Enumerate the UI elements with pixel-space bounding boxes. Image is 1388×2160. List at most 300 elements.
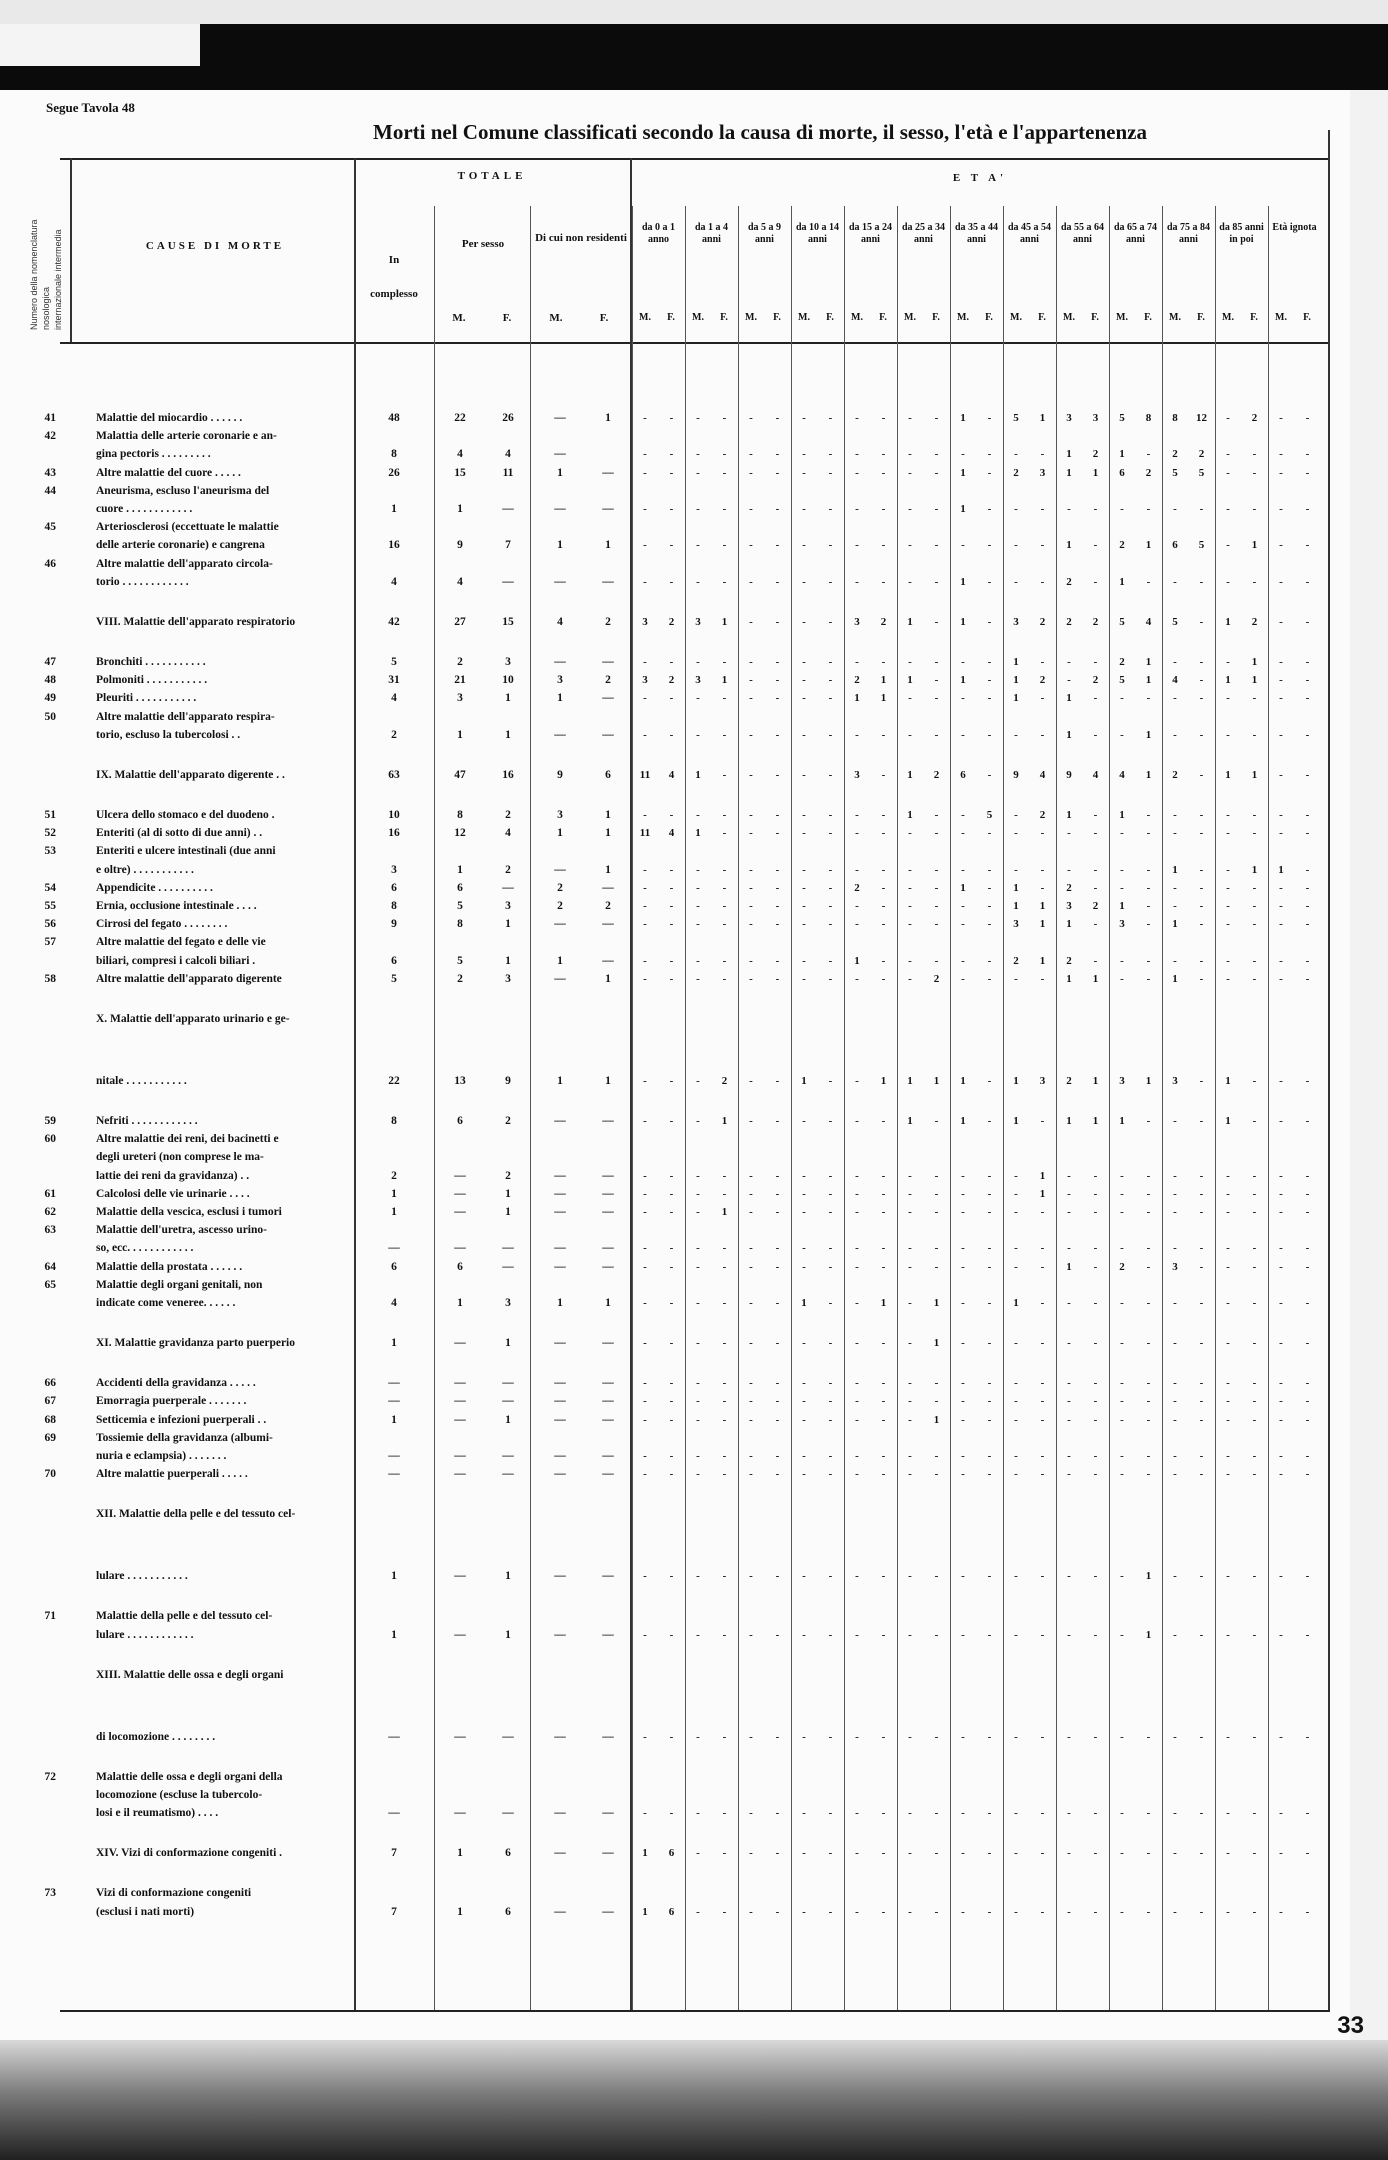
age-cell: -: [643, 881, 647, 894]
age-cell: -: [749, 1075, 753, 1087]
male-value: —: [454, 1206, 466, 1218]
table-row: [0, 1393, 1350, 1409]
age-cell: 5: [1119, 674, 1125, 687]
age-cell: -: [802, 1628, 806, 1641]
age-cell: -: [1226, 863, 1230, 876]
row-number: 72: [44, 1770, 56, 1783]
table-row: [0, 843, 1350, 859]
total-value: 9: [391, 918, 397, 931]
age-cell: -: [881, 954, 886, 967]
age-cell: -: [696, 1260, 700, 1273]
age-cell: -: [1040, 692, 1045, 705]
age-cell: -: [775, 539, 780, 552]
age-cell: -: [1040, 1413, 1045, 1426]
total-value: 1: [391, 1206, 397, 1218]
age-cell: -: [1305, 863, 1310, 876]
age-cell: 3: [1066, 412, 1072, 424]
age-cell: -: [855, 1468, 859, 1481]
table-row: [0, 1335, 1350, 1351]
age-cell: -: [855, 1377, 859, 1390]
age-cell: -: [722, 1468, 727, 1481]
age-cell: -: [802, 503, 806, 515]
age-cell: -: [1093, 1260, 1098, 1273]
age-cell: 1: [1251, 674, 1258, 687]
age-cell: -: [643, 1377, 647, 1390]
sesso-m-label: M.: [452, 312, 466, 324]
age-cell: -: [987, 972, 992, 985]
nonres-female-value: 2: [605, 616, 611, 628]
age-cell: -: [1146, 1413, 1151, 1426]
total-value: —: [388, 1468, 400, 1481]
age-cell: 2: [1092, 616, 1099, 628]
age-cell: -: [828, 692, 833, 705]
age-cell: -: [1305, 412, 1310, 424]
cause-label: gina pectoris . . . . . . . . .: [96, 448, 211, 461]
cause-label: VIII. Malattie dell'apparato respiratorio: [96, 616, 296, 628]
age-cell: -: [881, 1395, 886, 1408]
age-sex-label: M.: [957, 312, 969, 323]
age-cell: -: [1093, 656, 1098, 668]
age-cell: -: [1120, 1395, 1124, 1408]
age-cell: -: [643, 1115, 647, 1127]
age-cell: -: [696, 1807, 700, 1820]
row-number: 52: [44, 827, 56, 840]
age-cell: 1: [907, 809, 913, 821]
age-cell: -: [643, 1468, 647, 1481]
age-cell: -: [961, 1807, 965, 1820]
age-cell: -: [1173, 1628, 1177, 1641]
nonres-male-value: 1: [557, 954, 563, 967]
age-cell: -: [669, 656, 674, 668]
age-cell: 1: [960, 575, 966, 588]
total-value: 6: [391, 954, 397, 967]
age-cell: -: [1146, 918, 1151, 931]
female-value: —: [502, 881, 514, 894]
age-cell: -: [1040, 1730, 1045, 1743]
age-cell: -: [881, 466, 886, 479]
cause-label: Ernia, occlusione intestinale . . . .: [96, 900, 257, 912]
age-cell: 1: [1145, 769, 1152, 781]
age-cell: -: [1252, 881, 1257, 894]
age-cell: -: [643, 863, 647, 876]
age-cell: 1: [960, 616, 966, 628]
age-cell: -: [1279, 954, 1283, 967]
cause-label: Altre malattie dell'apparato respira-: [96, 710, 275, 723]
sesso-f-label: F.: [502, 312, 512, 324]
age-cell: -: [1173, 1905, 1177, 1918]
nonres-male-value: —: [554, 448, 566, 461]
nonres-male-value: 1: [557, 1075, 563, 1087]
age-cell: -: [749, 412, 753, 424]
age-cell: -: [855, 1115, 859, 1127]
age-sex-label: M.: [1010, 312, 1022, 323]
table-row: [0, 916, 1350, 932]
age-cell: -: [828, 954, 833, 967]
age-cell: -: [1279, 1260, 1283, 1273]
cause-label: Altre malattie puerperali . . . . .: [96, 1468, 248, 1481]
age-cell: -: [987, 1075, 992, 1087]
age-sex-label: F.: [773, 312, 781, 323]
age-cell: -: [1040, 1297, 1045, 1309]
age-cell: -: [934, 1395, 939, 1408]
age-cell: -: [749, 1730, 753, 1743]
nonres-female-value: —: [602, 1115, 614, 1127]
male-value: 9: [457, 539, 463, 552]
age-cell: -: [669, 466, 674, 479]
row-number: 49: [44, 692, 56, 705]
total-value: 4: [391, 575, 397, 588]
age-cell: 2: [1119, 539, 1125, 552]
age-cell: -: [908, 1169, 912, 1182]
total-value: 31: [388, 674, 400, 687]
age-cell: -: [1226, 1468, 1230, 1481]
row-number: 45: [44, 521, 56, 534]
age-cell: -: [828, 616, 833, 628]
age-cell: -: [1014, 1570, 1018, 1583]
age-cell: -: [1252, 1905, 1257, 1918]
age-cell: -: [1014, 1450, 1018, 1462]
age-cell: -: [1305, 972, 1310, 985]
age-cell: -: [908, 918, 912, 931]
nonres-female-value: 1: [605, 1297, 611, 1309]
age-cell: -: [1014, 1395, 1018, 1408]
age-cell: -: [1226, 1628, 1230, 1641]
age-cell: -: [1226, 1847, 1230, 1860]
nonres-male-value: —: [554, 728, 566, 741]
age-cell: -: [987, 1730, 992, 1743]
age-cell: -: [722, 900, 727, 912]
age-cell: -: [775, 769, 780, 781]
total-value: 4: [391, 1297, 397, 1309]
nonres-female-value: —: [602, 1450, 614, 1462]
age-cell: -: [722, 503, 727, 515]
age-cell: -: [775, 1628, 780, 1641]
female-value: 9: [505, 1075, 511, 1087]
age-cell: -: [987, 827, 992, 840]
age-cell: -: [802, 954, 806, 967]
age-cell: -: [696, 1730, 700, 1743]
age-cell: 1: [1145, 1628, 1152, 1641]
age-cell: -: [749, 1297, 753, 1309]
age-cell: -: [722, 809, 727, 821]
age-cell: -: [1305, 1468, 1310, 1481]
age-cell: -: [1279, 1628, 1283, 1641]
row-number: 63: [44, 1224, 56, 1237]
age-cell: -: [802, 809, 806, 821]
age-cell: -: [881, 769, 886, 781]
table-row: [0, 1168, 1350, 1184]
age-cell: -: [1014, 1260, 1018, 1273]
age-cell: 1: [1092, 466, 1099, 479]
age-cell: -: [1173, 1450, 1177, 1462]
nonres-male-value: —: [554, 656, 566, 668]
age-group-header: da 5 a 9 anni: [747, 222, 782, 245]
age-cell: -: [1146, 575, 1151, 588]
male-value: 22: [454, 412, 466, 424]
total-value: 8: [391, 1115, 397, 1127]
row-number: 57: [44, 936, 56, 949]
age-cell: -: [881, 1730, 886, 1743]
nonres-female-value: 1: [605, 863, 611, 876]
age-cell: -: [669, 575, 674, 588]
age-cell: -: [961, 827, 965, 840]
age-cell: -: [1146, 972, 1151, 985]
age-cell: 1: [907, 1075, 913, 1087]
age-cell: -: [643, 728, 647, 741]
cause-label: Altre malattie dell'apparato digerente: [96, 972, 282, 985]
age-cell: 4: [1092, 769, 1099, 781]
age-cell: -: [749, 809, 753, 821]
age-cell: -: [934, 1807, 939, 1820]
total-value: 1: [391, 1413, 397, 1426]
nonres-male-value: 4: [557, 616, 563, 628]
age-cell: -: [1093, 1468, 1098, 1481]
age-cell: 4: [1145, 616, 1152, 628]
age-cell: -: [749, 881, 753, 894]
age-sex-label: M.: [692, 312, 704, 323]
age-cell: -: [1146, 1337, 1151, 1350]
age-cell: -: [1040, 1905, 1045, 1918]
nonres-male-value: —: [554, 863, 566, 876]
age-group-header: da 45 a 54 anni: [1007, 222, 1052, 245]
age-cell: -: [669, 1206, 674, 1218]
age-sex-label: F.: [1144, 312, 1152, 323]
age-cell: 2: [854, 674, 860, 687]
age-sex-label: M.: [1116, 312, 1128, 323]
age-cell: -: [1279, 616, 1283, 628]
age-cell: -: [987, 1206, 992, 1218]
nonres-female-value: 1: [605, 827, 611, 840]
table-row: [0, 1466, 1350, 1482]
age-cell: -: [749, 1242, 753, 1255]
age-cell: -: [908, 1730, 912, 1743]
age-cell: -: [1305, 1905, 1310, 1918]
age-cell: -: [722, 827, 727, 840]
in-complesso-label-2: complesso: [370, 288, 418, 300]
age-cell: 1: [1066, 1260, 1072, 1273]
female-value: 7: [505, 539, 511, 552]
cause-label: XIII. Malattie delle ossa e degli organi: [96, 1668, 284, 1681]
nonres-male-value: —: [554, 1169, 566, 1182]
age-cell: -: [828, 827, 833, 840]
age-cell: -: [1093, 1847, 1098, 1860]
nonres-male-value: —: [554, 1115, 566, 1127]
age-cell: -: [722, 1297, 727, 1309]
age-cell: -: [881, 1337, 886, 1350]
age-cell: -: [961, 1206, 965, 1218]
female-value: —: [502, 1377, 514, 1390]
age-cell: -: [643, 1628, 647, 1641]
age-cell: -: [775, 1395, 780, 1408]
age-cell: 1: [1225, 1115, 1231, 1127]
age-cell: -: [1199, 1377, 1204, 1390]
age-cell: -: [722, 575, 727, 588]
table-row: [0, 556, 1350, 572]
age-cell: -: [908, 1450, 912, 1462]
age-cell: -: [1040, 1260, 1045, 1273]
age-cell: -: [775, 1297, 780, 1309]
age-cell: -: [855, 1628, 859, 1641]
age-cell: 4: [668, 827, 675, 840]
female-value: 26: [502, 412, 514, 424]
age-cell: -: [1305, 1847, 1310, 1860]
age-cell: -: [1146, 1450, 1151, 1462]
total-value: —: [388, 1807, 400, 1820]
age-cell: -: [961, 900, 965, 912]
age-cell: 1: [1119, 1115, 1125, 1127]
male-value: —: [454, 1377, 466, 1390]
nonres-female-value: —: [602, 1377, 614, 1390]
age-cell: -: [934, 1169, 939, 1182]
age-cell: 5: [1119, 412, 1125, 424]
age-cell: -: [1067, 1242, 1071, 1255]
age-cell: -: [987, 1450, 992, 1462]
age-cell: 1: [1039, 1169, 1046, 1182]
female-value: —: [502, 1242, 514, 1255]
male-value: —: [454, 1730, 466, 1743]
age-cell: -: [696, 972, 700, 985]
female-value: 3: [505, 900, 511, 912]
female-value: —: [502, 1807, 514, 1820]
age-cell: -: [802, 1847, 806, 1860]
age-cell: 1: [642, 1847, 648, 1860]
age-cell: -: [934, 1570, 939, 1583]
age-cell: -: [1173, 1187, 1177, 1200]
age-cell: -: [1093, 1377, 1098, 1390]
age-cell: -: [881, 863, 886, 876]
age-cell: -: [1199, 674, 1204, 687]
age-cell: 2: [1172, 769, 1178, 781]
age-cell: -: [775, 1075, 780, 1087]
cause-label: (esclusi i nati morti): [96, 1905, 195, 1918]
cause-label: cuore . . . . . . . . . . . .: [96, 503, 193, 515]
age-cell: -: [696, 692, 700, 705]
age-cell: -: [722, 1395, 727, 1408]
age-cell: -: [987, 900, 992, 912]
age-cell: -: [1305, 1395, 1310, 1408]
nonres-female-value: —: [602, 1187, 614, 1200]
age-cell: -: [1279, 575, 1283, 588]
age-cell: -: [855, 503, 859, 515]
nonres-male-value: —: [554, 1570, 566, 1583]
age-cell: -: [643, 1395, 647, 1408]
row-number: 69: [44, 1431, 56, 1444]
age-cell: -: [1199, 728, 1204, 741]
age-cell: -: [1120, 1169, 1124, 1182]
age-cell: -: [1279, 1337, 1283, 1350]
age-cell: -: [643, 900, 647, 912]
age-cell: -: [1014, 1337, 1018, 1350]
age-cell: -: [881, 1905, 886, 1918]
age-cell: -: [722, 881, 727, 894]
header-bottom-rule: [60, 342, 1330, 344]
cause-label: Malattie degli organi genitali, non: [96, 1278, 263, 1291]
male-value: 13: [454, 1075, 466, 1087]
age-cell: -: [828, 1730, 833, 1743]
female-value: —: [502, 1468, 514, 1481]
age-cell: -: [934, 1628, 939, 1641]
age-cell: -: [749, 900, 753, 912]
age-cell: -: [1305, 656, 1310, 668]
age-cell: -: [934, 1450, 939, 1462]
table-row: [0, 410, 1350, 426]
male-value: 15: [454, 466, 466, 479]
age-cell: -: [961, 1413, 965, 1426]
age-cell: -: [855, 1187, 859, 1200]
age-cell: 1: [1251, 863, 1258, 876]
age-cell: -: [669, 1570, 674, 1583]
age-cell: -: [1146, 900, 1151, 912]
age-cell: -: [1120, 1297, 1124, 1309]
age-cell: -: [1305, 575, 1310, 588]
age-cell: -: [1067, 1206, 1071, 1218]
age-cell: -: [775, 1115, 780, 1127]
age-cell: -: [934, 1187, 939, 1200]
age-cell: -: [855, 1260, 859, 1273]
age-cell: -: [1146, 1905, 1151, 1918]
age-cell: -: [722, 918, 727, 931]
age-cell: -: [828, 448, 833, 461]
male-value: 1: [457, 503, 463, 515]
female-value: 11: [502, 466, 514, 479]
age-cell: -: [908, 656, 912, 668]
age-cell: -: [908, 1377, 912, 1390]
age-cell: 2: [933, 769, 940, 781]
age-cell: -: [908, 1187, 912, 1200]
nonres-female-value: 2: [605, 900, 611, 912]
age-cell: -: [934, 539, 939, 552]
age-cell: -: [1120, 503, 1124, 515]
age-cell: -: [828, 1905, 833, 1918]
table-row: [0, 1448, 1350, 1464]
age-cell: -: [1173, 900, 1177, 912]
cause-label: locomozione (escluse la tubercolo-: [96, 1789, 263, 1801]
age-cell: -: [802, 1169, 806, 1182]
age-cell: -: [1305, 1187, 1310, 1200]
age-cell: -: [1146, 809, 1151, 821]
age-cell: -: [802, 412, 806, 424]
age-cell: -: [1014, 503, 1018, 515]
age-cell: -: [1305, 674, 1310, 687]
total-value: 1: [391, 1187, 397, 1200]
age-cell: -: [934, 503, 939, 515]
age-group-header: da 1 a 4 anni: [694, 222, 729, 245]
age-cell: -: [1067, 1450, 1071, 1462]
cause-label: Malattie della prostata . . . . . .: [96, 1260, 243, 1273]
age-cell: -: [934, 954, 939, 967]
age-group-header: da 25 a 34 anni: [901, 222, 946, 245]
age-cell: -: [1199, 918, 1204, 931]
age-cell: -: [828, 809, 833, 821]
age-cell: -: [775, 1468, 780, 1481]
age-cell: 2: [1013, 954, 1019, 967]
age-cell: -: [1040, 863, 1045, 876]
age-sex-label: M.: [798, 312, 810, 323]
age-group-header: da 0 a 1 anno: [641, 222, 676, 245]
scan-paper-corner: [0, 24, 200, 66]
age-cell: -: [961, 1450, 965, 1462]
age-cell: -: [722, 863, 727, 876]
age-cell: 1: [721, 616, 728, 628]
age-cell: -: [749, 863, 753, 876]
age-cell: -: [1279, 692, 1283, 705]
age-cell: -: [828, 1570, 833, 1583]
table-row: [0, 1568, 1350, 1584]
age-cell: -: [881, 1377, 886, 1390]
age-cell: -: [1305, 918, 1310, 931]
age-cell: -: [1146, 1297, 1151, 1309]
nonres-male-value: —: [554, 1413, 566, 1426]
